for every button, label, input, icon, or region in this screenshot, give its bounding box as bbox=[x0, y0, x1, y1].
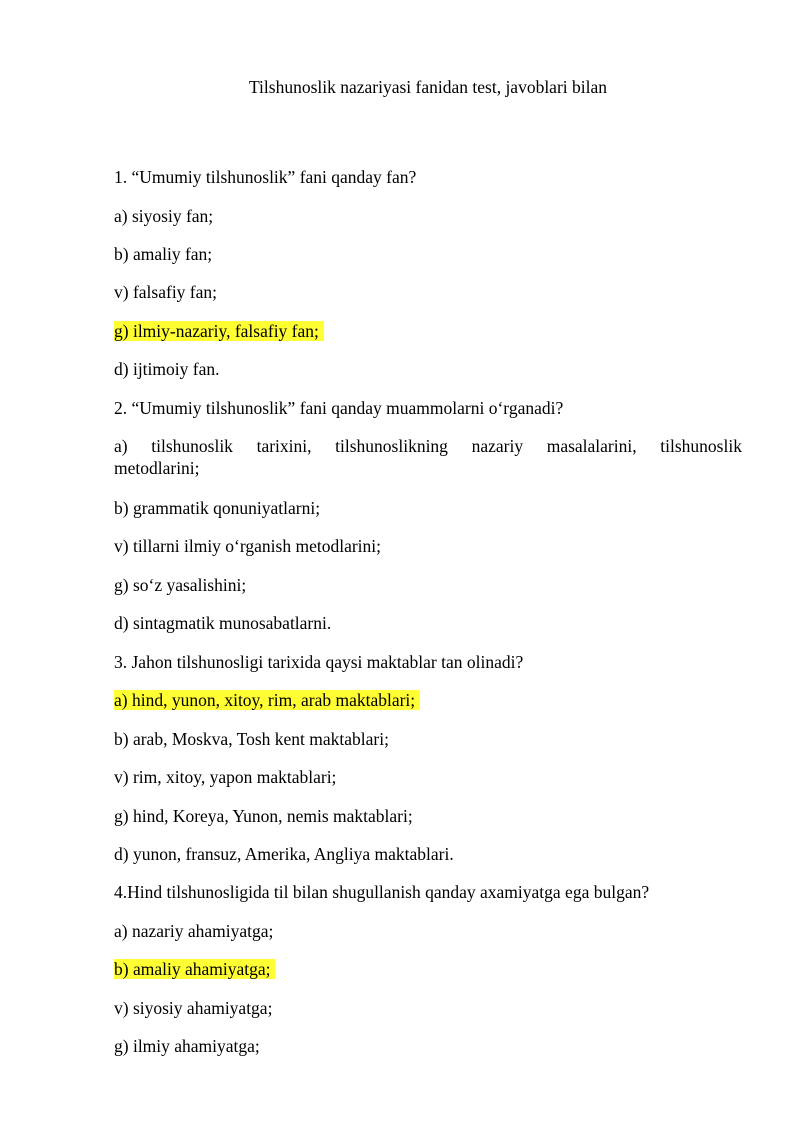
question-2-option-a bbox=[114, 435, 742, 479]
question-1-option-d: d) ijtimoiy fan. bbox=[114, 359, 220, 379]
question-2-option-b: b) grammatik qonuniyatlarni; bbox=[114, 498, 321, 518]
question-2-option-v: v) tillarni ilmiy o‘rganish metodlarini; bbox=[114, 536, 381, 556]
question-4-option-a: a) nazariy ahamiyatga; bbox=[114, 921, 274, 941]
question-3-option-g: g) hind, Koreya, Yunon, nemis maktablari; bbox=[114, 806, 413, 826]
question-4-option-b bbox=[114, 958, 275, 980]
question-2: 2. “Umumiy tilshunoslik” fani qanday muammolarni o‘rganadi? bbox=[114, 398, 564, 418]
document-title: Tilshunoslik nazariyasi fanidan test, javoblari bilan bbox=[248, 77, 608, 97]
question-3-option-v: v) rim, xitoy, yapon maktablari; bbox=[114, 767, 337, 787]
option-word: tilshunoslik bbox=[151, 436, 233, 456]
option-word: tarixini, bbox=[256, 436, 312, 456]
option-word: masalalarini, bbox=[546, 436, 637, 456]
question-4: 4.Hind tilshunosligida til bilan shugullanish qanday axamiyatga ega bulgan? bbox=[114, 882, 650, 902]
highlighted-answer: g) ilmiy-nazariy, falsafiy fan; bbox=[114, 321, 324, 341]
question-1-option-a: a) siyosiy fan; bbox=[114, 206, 214, 226]
question-2-option-g: g) so‘z yasalishini; bbox=[114, 575, 247, 595]
question-3-option-b: b) arab, Moskva, Tosh kent maktablari; bbox=[114, 729, 389, 749]
option-word: nazariy bbox=[471, 436, 524, 456]
question-4-option-g: g) ilmiy ahamiyatga; bbox=[114, 1036, 260, 1056]
question-4-option-v: v) siyosiy ahamiyatga; bbox=[114, 998, 273, 1018]
option-word: tilshunoslikning bbox=[335, 436, 448, 456]
option-word: a) bbox=[114, 436, 128, 456]
question-2-option-a-line-1 bbox=[114, 435, 742, 457]
highlighted-answer: a) hind, yunon, xitoy, rim, arab maktablari; bbox=[114, 690, 420, 710]
question-2-option-d: d) sintagmatik munosabatlarni. bbox=[114, 613, 332, 633]
question-1: 1. “Umumiy tilshunoslik” fani qanday fan? bbox=[114, 167, 417, 187]
question-1-option-b: b) amaliy fan; bbox=[114, 244, 213, 264]
question-1-option-v: v) falsafiy fan; bbox=[114, 282, 218, 302]
question-3-option-a bbox=[114, 689, 420, 711]
question-3: 3. Jahon tilshunosligi tarixida qaysi maktablar tan olinadi? bbox=[114, 652, 524, 672]
question-1-option-g bbox=[114, 320, 324, 342]
highlighted-answer: b) amaliy ahamiyatga; bbox=[114, 959, 275, 979]
option-word: tilshunoslik bbox=[660, 436, 742, 456]
question-3-option-d: d) yunon, fransuz, Amerika, Angliya maktablari. bbox=[114, 844, 454, 864]
question-2-option-a-line-2: metodlarini; bbox=[114, 458, 200, 478]
